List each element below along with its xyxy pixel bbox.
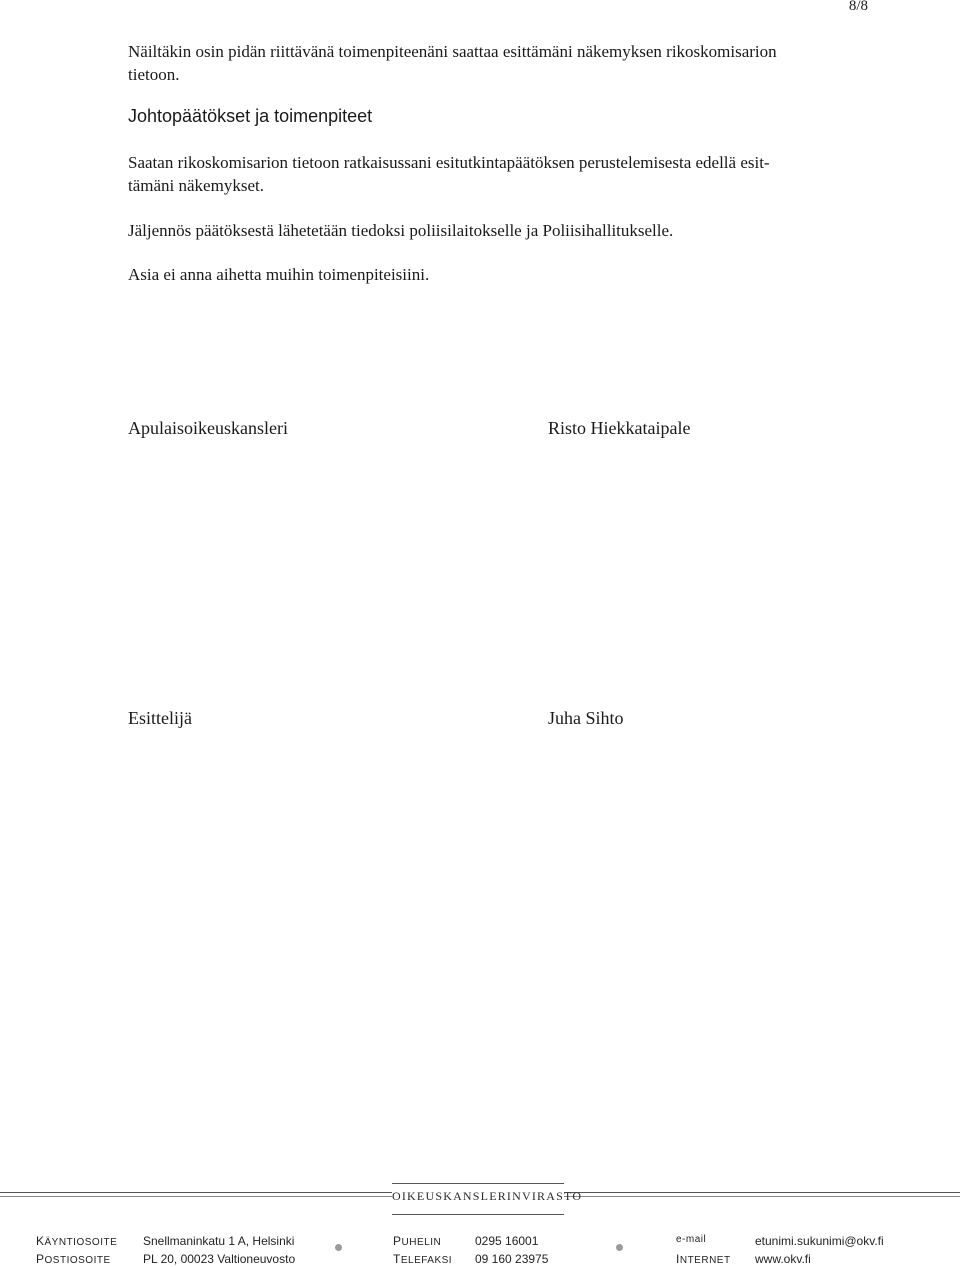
footer-bullet-dot	[616, 1244, 623, 1251]
email-label: e-mail	[676, 1234, 707, 1245]
footer-rule-left-thin	[0, 1196, 392, 1197]
page-number: 8/8	[848, 0, 868, 14]
signature-name-2: Juha Sihto	[548, 708, 624, 728]
signature-title-1: Apulaisoikeuskansleri	[128, 418, 288, 438]
fax-value: 09 160 23975	[475, 1252, 549, 1266]
internet-value: www.okv.fi	[755, 1252, 811, 1266]
brand-logo-text: OIKEUSKANSLERINVIRASTO	[392, 1189, 583, 1203]
paragraph-4: Asia ei anna aihetta muihin toimenpiteisiini.	[128, 265, 430, 284]
section-heading: Johtopäätökset ja toimenpiteet	[128, 106, 373, 126]
paragraph-2-line-1: Saatan rikoskomisarion tietoon ratkaisussani esitutkintapäätöksen perustelemisesta edellä esit-	[128, 153, 770, 172]
fax-label: TELEFAKSI	[393, 1252, 453, 1266]
visiting-address-label: KÄYNTIOSOITE	[36, 1234, 118, 1248]
footer-rule-right	[564, 1192, 960, 1193]
paragraph-3: Jäljennös päätöksestä lähetetään tiedoksi poliisilaitokselle ja Poliisihallitukselle.	[128, 221, 674, 240]
footer-bullet-dot	[335, 1244, 342, 1251]
paragraph-2-line-2: tämäni näkemykset.	[128, 176, 264, 195]
internet-label: INTERNET	[676, 1252, 731, 1266]
postal-address-label: POSTIOSOITE	[36, 1252, 111, 1266]
phone-label: PUHELIN	[393, 1234, 442, 1248]
paragraph-1-line-2: tietoon.	[128, 65, 180, 84]
email-value: etunimi.sukunimi@okv.fi	[755, 1234, 884, 1248]
paragraph-1-line-1: Näiltäkin osin pidän riittävänä toimenpiteenäni saattaa esittämäni näkemyksen rikoskomisarion	[128, 42, 777, 61]
visiting-address-value: Snellmaninkatu 1 A, Helsinki	[143, 1234, 295, 1248]
postal-address-value: PL 20, 00023 Valtioneuvosto	[143, 1252, 296, 1266]
phone-value: 0295 16001	[475, 1234, 539, 1248]
footer-rule-left	[0, 1192, 392, 1193]
signature-name-1: Risto Hiekkataipale	[548, 418, 691, 438]
signature-title-2: Esittelijä	[128, 708, 192, 728]
footer-rule-right-thin	[564, 1196, 960, 1197]
